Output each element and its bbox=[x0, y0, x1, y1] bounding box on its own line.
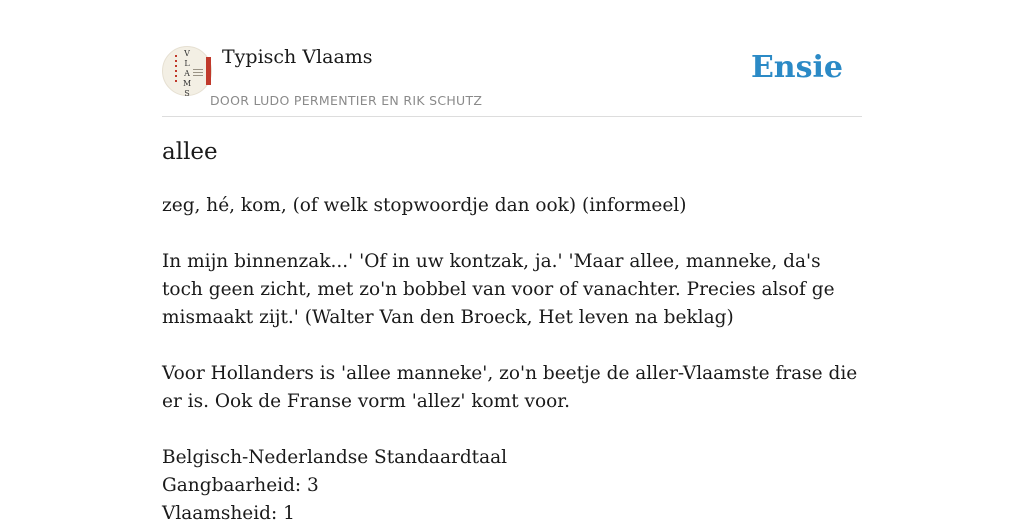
cover-letters: V L A M S bbox=[183, 49, 192, 98]
book-title-link[interactable]: Typisch Vlaams bbox=[222, 46, 373, 68]
entry-title: allee bbox=[162, 139, 218, 165]
ensie-logo-link[interactable]: Ensie bbox=[750, 50, 843, 85]
meta-register: Belgisch-Nederlandse Standaardtaal bbox=[162, 447, 508, 468]
entry-meta bbox=[162, 444, 862, 528]
entry-body bbox=[162, 192, 862, 528]
page-container bbox=[162, 0, 862, 524]
meta-gangbaarheid: Gangbaarheid: 3 bbox=[162, 475, 319, 496]
entry-note: Voor Hollanders is 'allee manneke', zo'n beetje de aller-Vlaamste frase die er is. Ook de Franse vorm 'allez' komt voor. bbox=[162, 363, 858, 412]
meta-vlaamsheid: Vlaamsheid: 1 bbox=[162, 503, 295, 524]
book-cover-icon[interactable] bbox=[162, 46, 212, 96]
entry-definition: zeg, hé, kom, (of welk stopwoordje dan ook) (informeel) bbox=[162, 195, 687, 216]
cover-fine-print bbox=[193, 69, 203, 77]
book-authors: DOOR LUDO PERMENTIER EN RIK SCHUTZ bbox=[210, 93, 483, 108]
book-header bbox=[162, 0, 862, 117]
cover-stripe bbox=[206, 57, 211, 85]
entry-example: In mijn binnenzak...' 'Of in uw kontzak, ja.' 'Maar allee, manneke, da's toch geen zicht, met zo'n bobbel van voor of vanachter. Precies alsof ge mismaakt zijt.' (Walter Van den Broeck, Het leven na beklag) bbox=[162, 251, 835, 328]
cover-decoration bbox=[175, 55, 177, 83]
